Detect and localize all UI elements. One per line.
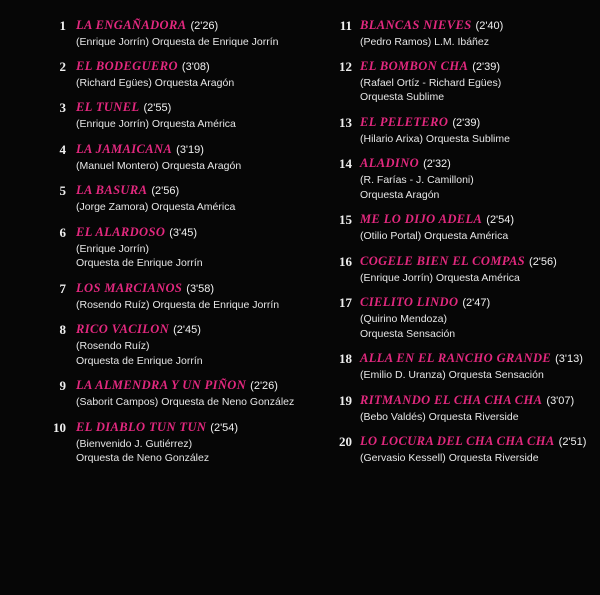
track-number: 19 <box>339 392 352 408</box>
track-credit: (Gervasio Kessell) Orquesta Riverside <box>360 452 539 464</box>
track-item <box>52 376 334 410</box>
track-duration: (3'07) <box>546 394 575 407</box>
track-credit: Orquesta Sensación <box>360 327 456 340</box>
track-duration: (3'08) <box>181 60 210 73</box>
track-item <box>336 349 596 383</box>
track-credit: Orquesta de Neno González <box>76 452 210 464</box>
track-duration: (3'45) <box>169 226 198 239</box>
track-credit: (Rafael Ortíz - Richard Egües) <box>360 76 502 89</box>
track-item <box>52 279 334 313</box>
track-number: 6 <box>59 224 66 240</box>
track-title-line <box>360 16 596 35</box>
track-credit: (Bienvenido J. Gutiérrez) <box>76 437 193 450</box>
track-item <box>52 418 334 466</box>
track-number: 10 <box>53 419 66 435</box>
track-number: 5 <box>59 183 66 198</box>
track-title: COGELE BIEN EL COMPAS <box>360 253 526 268</box>
track-number: 18 <box>339 351 352 366</box>
track-title-line <box>360 432 596 451</box>
track-title: RICO VACILON <box>76 322 170 336</box>
track-title-line <box>360 391 596 410</box>
track-title-line <box>76 223 334 242</box>
track-title-line <box>360 154 596 173</box>
track-credit: (Rosendo Ruíz) Orquesta de Enrique Jorrín <box>76 298 280 311</box>
track-item <box>336 391 596 425</box>
track-item <box>52 320 334 368</box>
track-credit: (Otilio Portal) Orquesta América <box>360 230 509 242</box>
track-duration: (2'55) <box>143 102 172 114</box>
track-title-line <box>76 279 334 298</box>
track-title: EL ALARDOSO <box>76 224 166 239</box>
track-credit: (Pedro Ramos) L.M. Ibáñez <box>360 36 489 48</box>
track-number: 14 <box>339 156 352 171</box>
track-title-line <box>360 57 596 76</box>
track-title-line <box>76 98 334 117</box>
track-credit: (Saborit Campos) Orquesta de Neno González <box>76 396 295 408</box>
track-number: 3 <box>59 100 66 115</box>
track-title-line <box>76 376 334 395</box>
track-credit: (Bebo Valdés) Orquesta Riverside <box>360 410 519 423</box>
track-credit: (Rosendo Ruíz) <box>76 340 150 352</box>
track-credit: (Hilario Arixa) Orquesta Sublime <box>360 132 510 145</box>
track-title: ALADINO <box>360 156 420 170</box>
track-title: EL BODEGUERO <box>76 58 178 73</box>
track-credit: (Emilio D. Uranza) Orquesta Sensación <box>360 369 544 381</box>
track-duration: (3'13) <box>555 353 583 365</box>
track-credit: (Enrique Jorrín) <box>76 242 149 255</box>
track-title-line <box>76 181 334 200</box>
track-item <box>336 210 596 244</box>
tracklist-right-column <box>336 16 596 466</box>
track-title: LA ALMENDRA Y UN PIÑON <box>76 378 247 392</box>
track-title: ME LO DIJO ADELA <box>360 212 483 226</box>
track-item <box>52 181 334 215</box>
track-number: 2 <box>59 58 66 74</box>
track-item <box>336 113 596 147</box>
track-duration: (2'39) <box>472 60 501 73</box>
track-credit: Orquesta Sublime <box>360 91 445 103</box>
track-duration: (2'54) <box>486 214 515 226</box>
track-item <box>52 98 334 132</box>
track-title-line <box>76 16 334 35</box>
track-item <box>52 140 334 174</box>
track-item <box>336 432 596 466</box>
track-duration: (2'32) <box>423 158 451 170</box>
track-title: LA ENGAÑADORA <box>76 18 187 32</box>
track-title: RITMANDO EL CHA CHA CHA <box>360 392 543 407</box>
track-duration: (2'56) <box>151 185 180 197</box>
track-title-line <box>360 210 596 229</box>
track-title: EL PELETERO <box>360 114 449 129</box>
track-credit: (R. Farías - J. Camilloni) <box>360 174 474 186</box>
track-title: EL DIABLO TUN TUN <box>76 419 207 434</box>
track-item <box>336 293 596 341</box>
track-duration: (3'19) <box>176 143 204 156</box>
track-number: 11 <box>339 18 352 33</box>
track-credit: Orquesta de Enrique Jorrín <box>76 257 203 269</box>
track-item <box>336 57 596 105</box>
track-number: 9 <box>59 378 66 393</box>
track-title-line <box>76 320 334 339</box>
track-number: 4 <box>59 141 66 157</box>
track-title: BLANCAS NIEVES <box>360 18 472 32</box>
track-duration: (2'40) <box>475 20 504 32</box>
track-item <box>52 16 334 50</box>
track-credit: (Quirino Mendoza) <box>360 313 447 325</box>
track-title: LOS MARCIANOS <box>76 280 183 295</box>
track-credit: (Jorge Zamora) Orquesta América <box>76 201 236 213</box>
track-title: EL BOMBON CHA <box>360 58 469 73</box>
track-item <box>336 154 596 202</box>
track-title-line <box>76 57 334 76</box>
track-credit: (Enrique Jorrín) Orquesta América <box>360 271 520 284</box>
track-duration: (2'51) <box>558 436 587 448</box>
track-number: 13 <box>339 114 352 130</box>
track-title-line <box>360 293 596 312</box>
track-number: 17 <box>339 295 352 310</box>
track-credit: (Enrique Jorrín) Orquesta de Enrique Jorrín <box>76 36 279 48</box>
track-number: 20 <box>339 434 352 449</box>
track-item <box>52 57 334 91</box>
track-title-line <box>76 418 334 437</box>
track-item <box>336 252 596 286</box>
track-number: 15 <box>339 212 352 227</box>
track-number: 16 <box>339 253 352 269</box>
track-title-line <box>360 349 596 368</box>
track-title: LA BASURA <box>76 183 148 197</box>
track-number: 12 <box>339 58 352 74</box>
track-credit: Orquesta Aragón <box>360 188 440 201</box>
track-title: EL TUNEL <box>76 100 140 114</box>
track-credit: (Richard Egües) Orquesta Aragón <box>76 76 235 89</box>
track-number: 7 <box>59 280 66 296</box>
track-title-line <box>360 113 596 132</box>
track-title: ALLA EN EL RANCHO GRANDE <box>360 351 552 365</box>
tracklist-left-column <box>52 16 334 466</box>
track-duration: (2'26) <box>250 380 278 392</box>
track-duration: (3'58) <box>186 282 215 295</box>
track-credit: Orquesta de Enrique Jorrín <box>76 354 203 367</box>
track-duration: (2'54) <box>210 421 239 434</box>
track-duration: (2'39) <box>452 116 481 129</box>
track-item <box>52 223 334 271</box>
track-duration: (2'45) <box>173 324 201 336</box>
track-duration: (2'56) <box>529 255 557 268</box>
track-number: 1 <box>59 18 66 33</box>
track-title: LO LOCURA DEL CHA CHA CHA <box>360 434 555 448</box>
track-item <box>336 16 596 50</box>
track-duration: (2'26) <box>190 20 219 32</box>
track-title-line <box>76 140 334 159</box>
track-credit: (Manuel Montero) Orquesta Aragón <box>76 159 242 172</box>
track-title-line <box>360 252 596 271</box>
track-title: CIELITO LINDO <box>360 295 459 309</box>
track-title: LA JAMAICANA <box>76 141 173 156</box>
track-number: 8 <box>59 322 66 337</box>
track-duration: (2'47) <box>462 297 491 309</box>
track-credit: (Enrique Jorrín) Orquesta América <box>76 118 236 130</box>
